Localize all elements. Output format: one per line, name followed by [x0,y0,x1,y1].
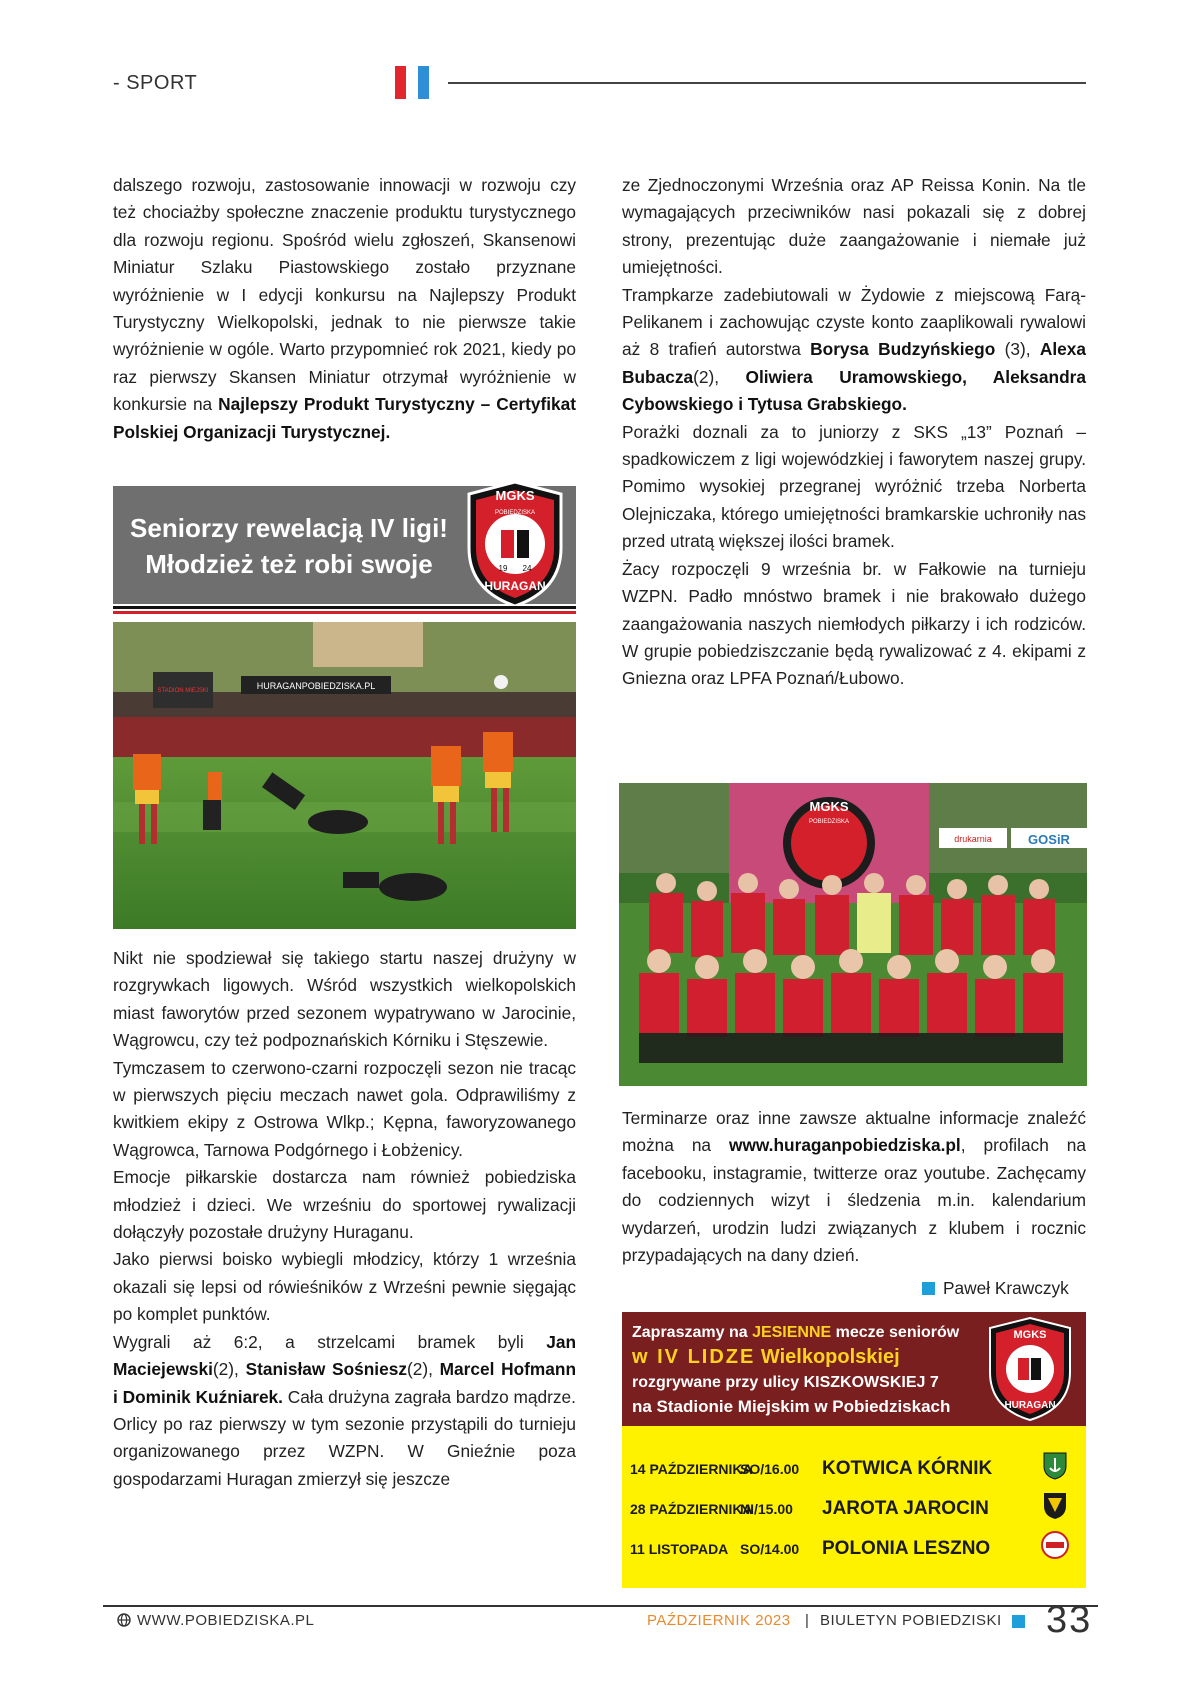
stadium-sign-2: STADION MIEJSKI [157,688,209,694]
banner-headline-2: Młodzież też robi swoje [145,549,433,579]
right-article-text [622,172,1086,693]
page-number: 33 [1046,1599,1093,1641]
left-p4: Emocje piłkarskie dostarcza nam również pobiedziska młodzież i dzieci. We wrześniu do sportowej rywalizacji dołączyły pozostałe drużyny Huraganu. [113,1167,576,1243]
footer-website[interactable] [117,1612,314,1629]
left-p1-bold: Najlepszy Produkt Turystyczny – Certyfikat Polskiej Organizacji Turystycznej. [113,394,576,442]
logo-year-right: 24 [522,564,532,573]
photo-banner-sub: POBIEDZISKA [808,819,850,825]
photo-sign-2: GOSiR [1028,832,1070,847]
ad-logo-bottom: HURAGAN [1004,1400,1056,1411]
footer-rule [103,1605,1098,1607]
fixture-row-3: 11 LISTOPADA SO/14.00 POLONIA LESZNO [630,1538,991,1559]
photo-banner-logo: MGKS [809,799,849,814]
author-name: Paweł Krawczyk [943,1278,1069,1298]
right-p2-a: Trampkarze zadebiutowali w Żydowie z miejscową Farą-Pelikanem i zachowując czyste konto zaaplikowali rywalowi aż 8 trafień autorstwa [622,284,1086,360]
right-p1: ze Zjednoczonymi Września oraz AP Reissa Konin. Na tle wymagających przeciwników nasi pokazali się z dobrej strony, prezentując duże zaangażowanie i niemałe już umiejętności. [622,175,1086,278]
right-p4: Żacy rozpoczęli 9 września br. w Fałkowie na turnieju WZPN. Padło mnóstwo bramek i nie brakowało dużego zaangażowania naszych niemłodych piłkarzy i ich rodziców. W grupie pobiedziszczanie będą rywalizować z 4. ekipami z Gniezna oraz LPFA Poznań/Łubowo. [622,558,1086,689]
right-p5-c: , profilach na facebooku, instagramie, twitterze oraz youtube. Zachęcamy do codziennych wizyt i śledzenia m.in. kalendarium wydarzeń, urodzin ludzi związanych z klubem i rocznic przypadających na dany dzień. [622,1135,1086,1266]
youth-team-photo [619,783,1087,1086]
footer-website-text: WWW.POBIEDZISKA.PL [137,1612,315,1629]
article-banner [113,486,576,604]
club-logo [461,478,569,610]
match-photo [113,622,576,929]
left-p7: Orlicy po raz pierwszy w tym sezonie przystąpili do turnieju organizowanego przez WZPN. W Gnieźnie poza gospodarzami Huragan zmierzył się jeszcze [113,1413,576,1489]
author-line [922,1278,1069,1299]
scorer-3: Marcel Hofmann i Dominik Kuźniarek. [113,1359,577,1407]
ad-logo-top: MGKS [1013,1329,1047,1341]
fixture-row-1: 14 PAŹDZIERNIKASO/16.00 KOTWICA KÓRNIK [630,1458,993,1479]
left-p3: Tymczasem to czerwono-czarni rozpoczęli sezon nie tracąc w pierwszych pięciu meczach nawet gola. Odprawiliśmy z kwitkiem ekipy z Ostrowa Wlkp.; Kępna, faworyzowanego Wągrowca, Tarnowa Podgórnego i Łobżenicy. [113,1057,576,1160]
ad-line-3: rozgrywane przy ulicy KISZKOWSKIEJ 7 [632,1374,939,1391]
logo-year-left: 19 [498,564,508,573]
right-p2-c1: (3), [995,339,1040,360]
banner-headline-1: Seniorzy rewelacją IV ligi! [130,513,448,543]
left-p6 [113,1329,576,1411]
ad-club-logo [982,1314,1078,1424]
left-p2: Nikt nie spodziewał się takiego startu naszej drużyny w rozgrywkach ligowych. Wśród wszystkich wielkopolskich miast faworytów przed sezonem wypatrywano w Jarocinie, Wągrowcu, czy też podpoznańskich Kórniku i Stęszewie. [113,948,576,1051]
left-p6-a: Wygrali aż 6:2, a strzelcami bramek byli [113,1331,547,1352]
left-article-text [113,945,576,1493]
ad-header [622,1312,1086,1426]
ad-line-4: na Stadionie Miejskim w Pobiedziskach [632,1397,951,1416]
banner-stripes [113,606,576,616]
logo-top-text: MGKS [495,488,535,503]
match-schedule-ad [622,1312,1086,1588]
fixture-row-2: 28 PAŹDZIERNIKANI/15.00 JAROTA JAROCIN [630,1498,989,1519]
trampkarz-scorer-1: Borysa Budzyńskiego [810,339,996,360]
scorer-1: Jan Maciejewski [113,1331,576,1380]
footer-publication: BIULETYN POBIEDZISKI [820,1612,1002,1629]
kotwica-crest-icon [1040,1450,1070,1480]
right-p5 [622,1105,1086,1269]
ad-fixtures [622,1426,1086,1588]
polonia-crest-icon [1040,1530,1070,1560]
trampkarz-scorer-2: Alexa Bubacza [622,339,1086,387]
right-p2-c2: (2), [693,366,746,387]
right-p2 [622,282,1086,419]
left-p6-d: Cała drużyna zagrała bardzo mądrze. [282,1386,576,1407]
globe-icon [117,1613,131,1627]
footer-marker [1012,1615,1025,1628]
jarota-crest-icon [1040,1490,1070,1520]
footer-separator: | [805,1612,810,1629]
right-info-text [622,1105,1086,1269]
author-marker [922,1282,935,1295]
left-p1: dalszego rozwoju, zastosowanie innowacji w rozwoju czy też chociażby społeczne znaczenie produktu turystycznego dla rozwoju regionu. Spośród wielu zgłoszeń, Skansenowi Miniatur Szlaku Piastowskiego zostało przyznane wyróżnienie w I edycji konkursu na Najlepszy Produkt Turystyczny Wielkopolski, jednak to nie pierwsze takie wyróżnienie w ogóle. Warto przypomnieć rok 2021, kiedy po raz pierwszy Skansen Miniatur otrzymał wyróżnienie w konkursie na [113,175,576,415]
photo-sign-1: drukarnia [954,834,992,844]
ad-line-1: Zapraszamy na JESIENNE mecze seniorów [632,1324,960,1341]
club-website-link[interactable]: www.huraganpobiedziska.pl [729,1135,961,1156]
left-p6-c2: (2), [406,1359,440,1380]
header-rule [448,82,1086,84]
stadium-sign: HURAGANPOBIEDZISKA.PL [256,681,376,691]
logo-sub-text: POBIEDZISKA [494,510,536,516]
left-intro-text [113,172,576,446]
footer-issue: PAŹDZIERNIK 2023 [647,1612,791,1629]
flag-red-bar [395,66,406,99]
right-p5-a: Terminarze oraz inne zawsze aktualne informacje znaleźć można na [622,1108,1086,1156]
flag-blue-bar [418,66,429,99]
trampkarz-scorer-3: Oliwiera Uramowskiego, Aleksandra Cybowskiego i Tytusa Grabskiego. [622,366,1086,415]
logo-bottom-text: HURAGAN [484,579,546,593]
scorer-2: Stanisław Sośniesz [245,1359,407,1380]
left-p5: Jako pierwsi boisko wybiegli młodzicy, którzy 1 września okazali się lepsi od rówieśników z Wrześni pewnie sięgając po komplet punktów. [113,1249,576,1325]
right-p3: Porażki doznali za to juniorzy z SKS „13” Poznań – spadkowiczem z ligi wojewódzkiej i faworytem naszej grupy. Pomimo wysokiej przegranej wyróżnić trzeba Norberta Olejniczaka, którego umiejętności bramkarskie uchroniły nas przed utratą większej ilości bramek. [622,421,1086,552]
ad-line-2: w IV LIDZE Wielkopolskiej [632,1346,900,1368]
left-p6-c1: (2), [212,1359,246,1380]
section-label: - SPORT [113,72,198,94]
